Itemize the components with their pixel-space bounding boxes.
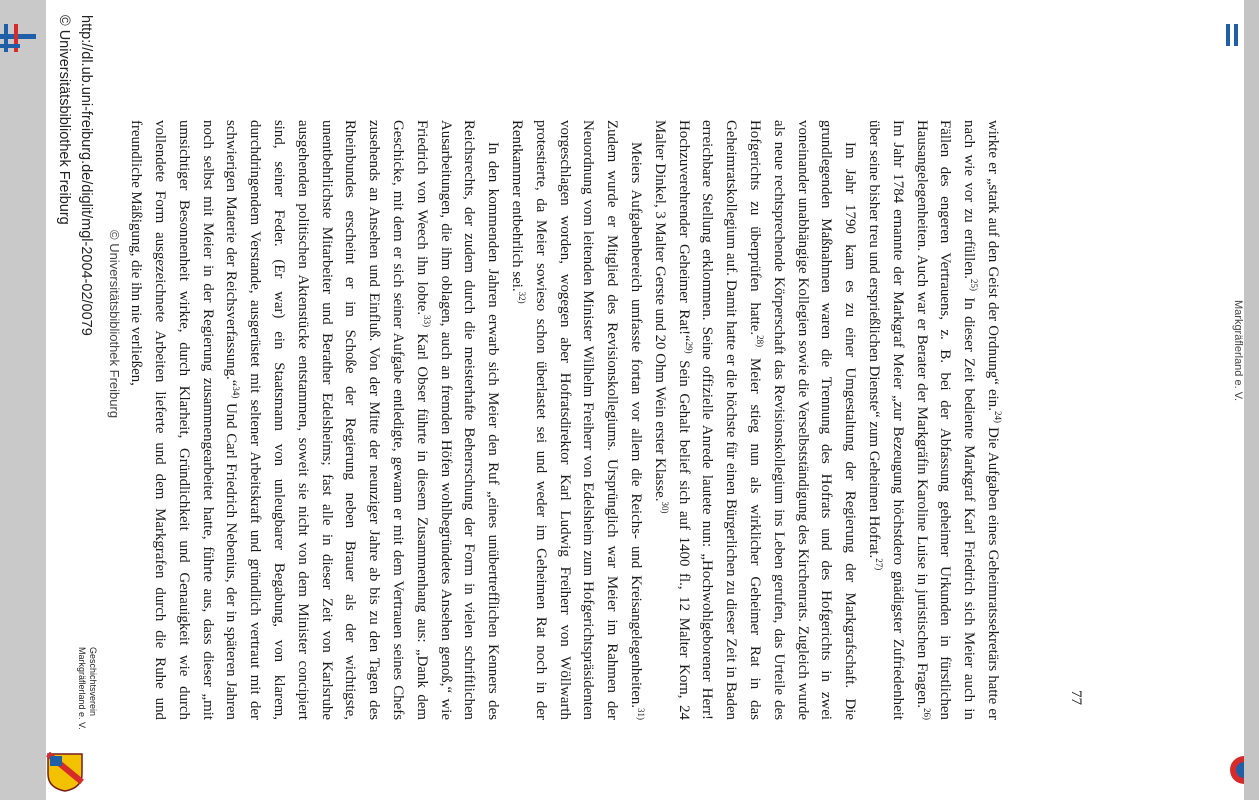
right-margin xyxy=(1244,0,1259,800)
text-run: Im Jahr 1784 ernannte der Markgraf Meier „zur Bezeugung höchstdero gnädigster Zufriedenheit über seine bisher treu und ersprießlichen Dienste“ zum Geheimen Hofrat. xyxy=(866,120,906,720)
footnote-marker: 29) xyxy=(683,341,694,354)
paragraph xyxy=(861,120,1004,720)
coat-of-arms-icon xyxy=(46,752,84,792)
text-run: Im Jahr 1790 kam es zu einer Umgestaltung der Regierung der Markgrafschaft. Die grundlegenden Maßnahmen waren die Trennung des Hofrats und des Hofgerichts in zwei voneinander unabhängige Kollegien sowie die Verselbstständigung des Kirchenrats. Zugleich wurde als neue rechtsprechende Körperschaft das Revisionskollegium ins Leben gerufen, das Urteile des Hofgerichts zu überprüfen hatte. xyxy=(747,120,859,720)
society-line-1: Geschichtsverein xyxy=(88,647,98,717)
footnote-marker: 24) xyxy=(992,410,1003,423)
society-name xyxy=(76,647,98,757)
paragraph xyxy=(647,120,861,720)
source-url[interactable]: http://dl.ub.uni-freiburg.de/diglit/mgl-2004-02/0079 xyxy=(78,15,94,336)
society-line-2: Markgräflerland e. V. xyxy=(77,647,87,730)
footnote-marker: 26) xyxy=(921,708,932,720)
footnote-marker: 32) xyxy=(517,291,528,304)
text-run: Meiers Aufgabenbereich umfasste fortan vor allem die Reichs- und Kreisangelegenheiten. xyxy=(628,142,645,708)
emblem-icon xyxy=(1226,750,1244,790)
text-run: Meier stieg nun als wirklicher Geheimer Rat in das Geheimratskollegium auf. Damit hatte er die höchste für einen Bürgerlichen zu dieser Zeit in Baden erreichbare Stellung erklommen. Seine offizielle Anrede lautete nun: „Hochwohlgeborener Herr! Hochzuverehrender Geheimer Rat!“ xyxy=(675,120,764,720)
footnote-marker: 28) xyxy=(755,335,765,348)
main-text xyxy=(124,120,1004,720)
text-run: In den kommenden Jahren erwarb sich Meier den Ruf „eines unübertrefflichen Kenners des Reichsrechts, der zudem durch die meisterhafte Beherrschung der Form in vielen schriftlichen Ausarbeitungen, die ihm oblagen, auch an fremden Höfen wohlbegründetes Ansehen genoß,“ wie Friedrich von Weech ihn lobte. xyxy=(413,120,502,720)
cropped-header-text: © Universitätsbibliothek Freiburg xyxy=(107,230,122,419)
text-run: wirkte er „stark auf den Geist der Ordnung“ ein. xyxy=(985,120,1001,411)
paragraph xyxy=(124,120,505,720)
university-logo-icon xyxy=(0,20,40,60)
text-run: Die Aufgaben eines Geheimratssekretärs hatte er nach wie vor zu erfüllen. xyxy=(961,120,1001,720)
footnote-marker: 27) xyxy=(873,558,884,571)
text-run: Karl Obser führte in diesem Zusammenhang aus: „Dank dem Geschicke, mit dem er sich seiner Aufgabe entledigte, gewann er mit dem Vertrauen seines Chefs zusehends an Ansehen und Einfluß. Von der Mitte der neunziger Jahre ab bis zu den Tagen des Rheinbundes erscheint er im Schoße der Regierung neben Brauer als der wichtigste, unentbehrlichste Mitarbeiter und Berather Edelsheims; fast alle in dieser Zeit von Karlsruhe ausgehenden politischen Aktenstücke entstammen, soweit sie nicht von dem Minister concipiert sind, seiner Feder. (Er war) ein Staatsmann von unleugbarer Begabung, von klarem, durchdringendem Verstande, ausgerüstet mit seltener Arbeitskraft und gründlich vertraut mit der schwierigen Materie der Reichsverfassung.“ xyxy=(223,120,430,720)
footnote-marker: 31) xyxy=(636,708,647,720)
footnote-marker: 34) xyxy=(231,386,242,399)
footnote-marker: 33) xyxy=(421,315,432,328)
document-page xyxy=(46,0,1244,800)
text-run: Sein Gehalt belief sich auf 1400 fl., 12 Malter Korn, 24 Malter Dinkel, 3 Malter Gerste und 20 Ohm Wein erster Klasse. xyxy=(651,120,692,720)
rotated-page-content xyxy=(46,0,1244,800)
cropped-side-text xyxy=(1226,300,1244,720)
text-run: Zudem wurde er Mitglied des Revisionskollegiums. Ursprünglich war Meier im Rahmen der Neuordnung vom leitenden Minister Wilhelm Freiherr von Edelsheim zum Hofgerichtspräsidenten vorgeschlagen worden, wogegen aber Hofratsdirektor Karl Ludwig Freiherr von Wöllwarth protestierte, da Meier sowieso schon überlastet sei und weder im Geheimen Rat noch in der Rentkammer entbehrlich sei. xyxy=(509,120,621,720)
cropped-side-label: Markgräflerland e. V. xyxy=(1232,300,1244,402)
paragraph xyxy=(504,120,647,720)
university-logo-icon xyxy=(1224,20,1244,50)
footnote-marker: 30) xyxy=(659,501,670,514)
copyright-notice: © Universitätsbibliothek Freiburg xyxy=(56,15,72,225)
footnote-marker: 25) xyxy=(969,279,980,292)
page-number: 77 xyxy=(1068,690,1084,705)
text-run: In dieser Zeit bediente Markgraf Karl Friedrich sich Meier auch in Fällen des engeren Vertrauens, z. B. bei der Abfassung geheimer Urkunden in fürstlichen Hausangelegenheiten. Auch war er Berater der Markgräfin Karoline Luise in juristischen Fragen. xyxy=(913,120,978,720)
left-margin xyxy=(0,0,46,800)
text-run: Und Carl Friedrich Nebenius, der in späteren Jahren noch selbst mit Meier in der Regierung zusammengearbeitet hatte, führte aus, dass dieser „mit umsichtiger Besonnenheit wirkte, durch Klarheit, Gründlichkeit und Genauigkeit wie durch vollendete Form ausgezeichnete Arbeiten lieferte und dem Markgrafen durch die Ruhe und freundliche Mäßigung, die ihn nie verließen, xyxy=(128,120,240,720)
